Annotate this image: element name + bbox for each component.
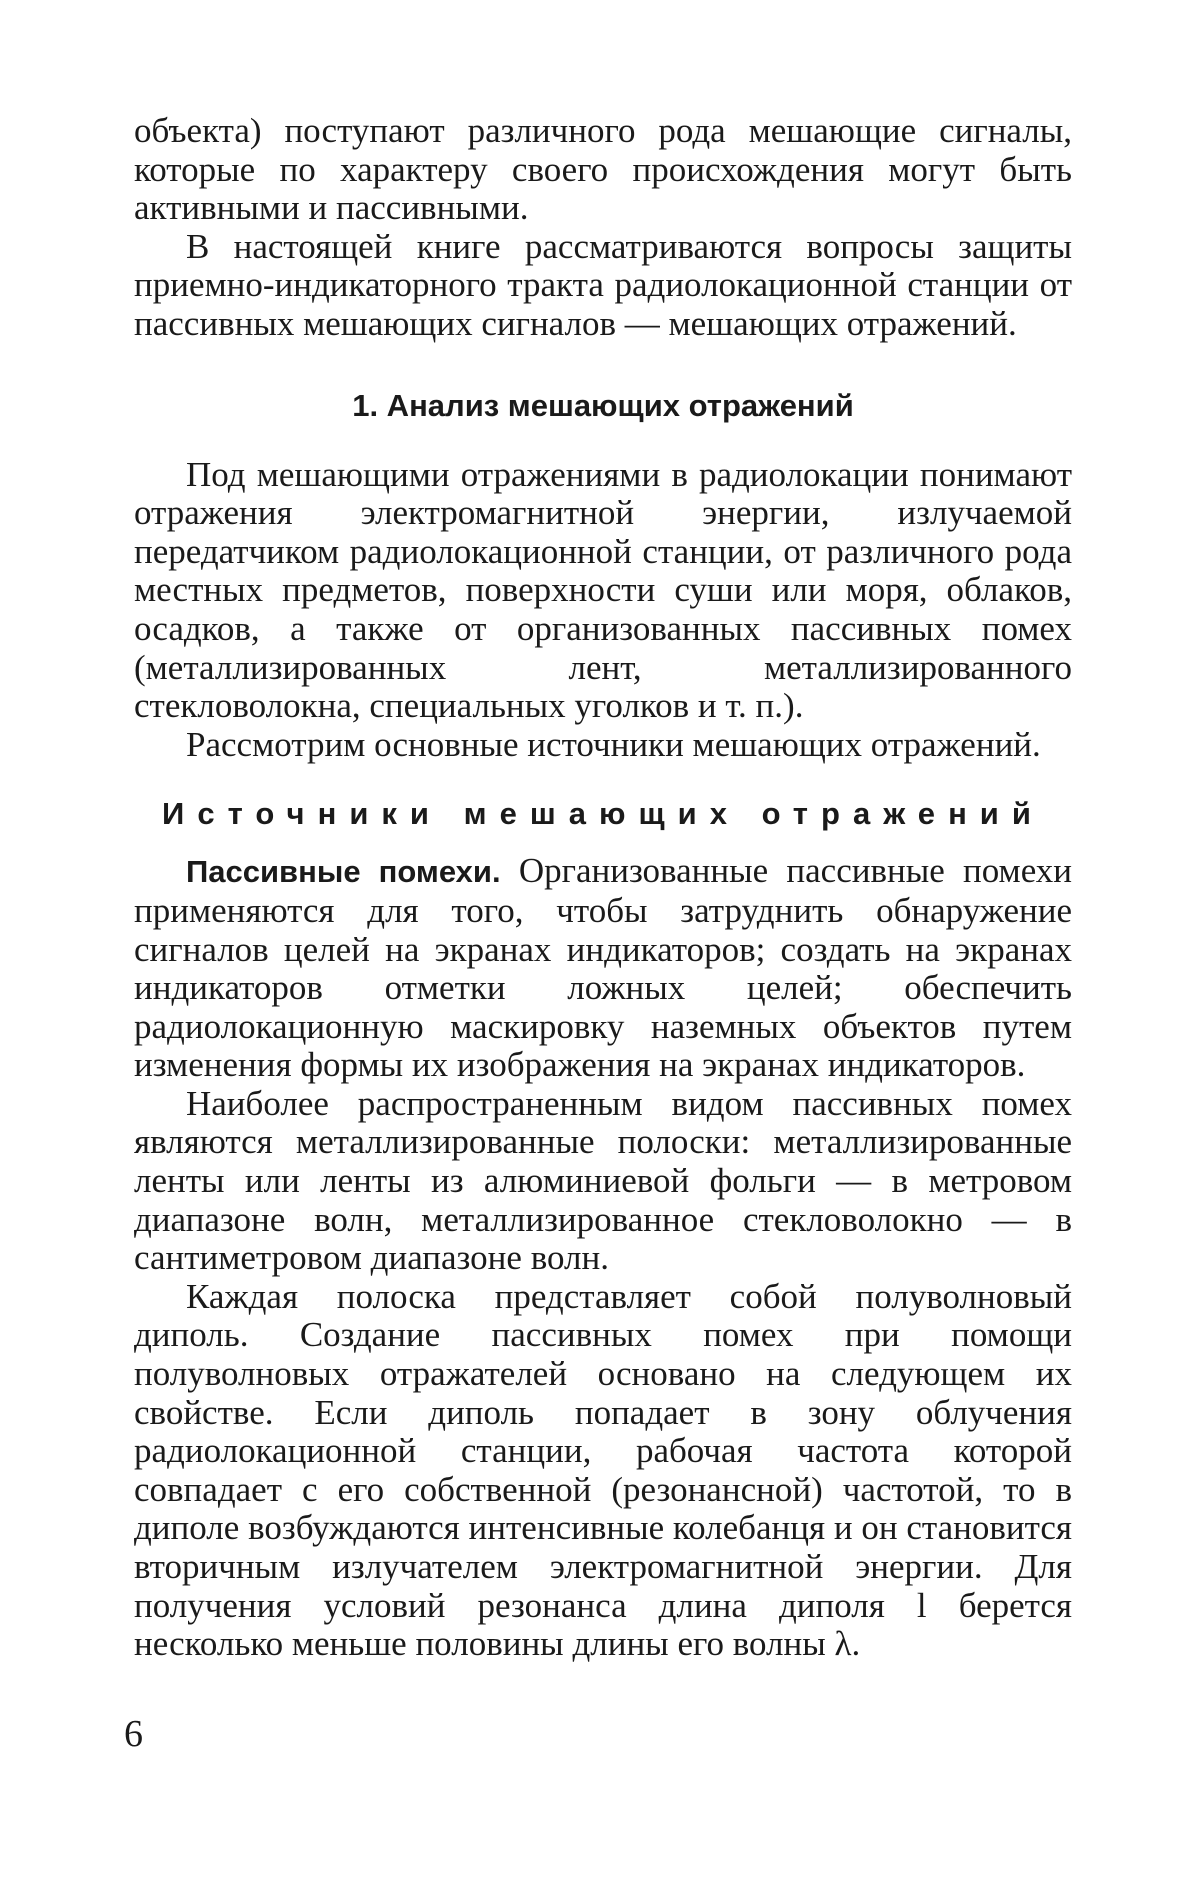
paragraph-continued: объекта) поступают различного рода мешающие сигналы, которые по характеру своего происхождения могут быть активными и пассивными.: [134, 111, 1072, 228]
subsection-heading: Источники мешающих отражений: [162, 796, 1044, 832]
paragraph-half-wave-dipole: Каждая полоска представляет собой полуволновый диполь. Создание пассивных помех при помощи полуволновых отражателей основано на следующем их свойстве. Если диполь попадает в зону облучения радиолокационной станции, рабочая частота которой совпадает с его собственной (резонансной) частотой, то в диполе возбуждаются интенсивные колебанця и он становится вторичным излучателем электромагнитной энергии. Для получения условий резонанса длина диполя l берется несколько меньше половины длины его волны λ.: [134, 1276, 1072, 1664]
runin-label: Пассивные помехи.: [186, 854, 501, 890]
section-heading: 1. Анализ мешающих отражений: [352, 387, 854, 423]
paragraph-definition: Под мешающими отражениями в радиолокации понимают отражения электромагнитной энергии, излучаемой передатчиком радиолокационной станции, от различного рода местных предметов, поверхности суши или моря, облаков, осадков, а также от организованных пассивных помех (металлизированных лент, металлизированного стекловолокна, специальных уголков и т. п.).: [134, 454, 1072, 726]
page-number: 6: [124, 1713, 143, 1755]
paragraph-sources-intro: Рассмотрим основные источники мешающих отражений.: [186, 724, 1041, 764]
paragraph-book-scope: В настоящей книге рассматриваются вопросы защиты приемно-индикаторного тракта радиолокационной станции от пассивных мешающих сигналов — мешающих отражений.: [134, 226, 1072, 343]
paragraph-passive-interference: [134, 852, 1072, 1085]
paragraph-metallized-strips: Наиболее распространенным видом пассивных помех являются металлизированные полоски: металлизированные ленты или ленты из алюминиевой фольги — в метровом диапазоне волн, металлизированное стекловолокно — в сантиметровом диапазоне волн.: [134, 1083, 1072, 1278]
book-page: [134, 112, 1072, 1664]
passive-interference-text: Организованные пассивные помехи применяются для того, чтобы затруднить обнаружение сигналов целей на экранах индикаторов; создать на экранах индикаторов отметки ложных целей; обеспечить радиолокационную маскировку наземных объектов путем изменения формы их изображения на экранах индикаторов.: [134, 851, 1073, 1085]
